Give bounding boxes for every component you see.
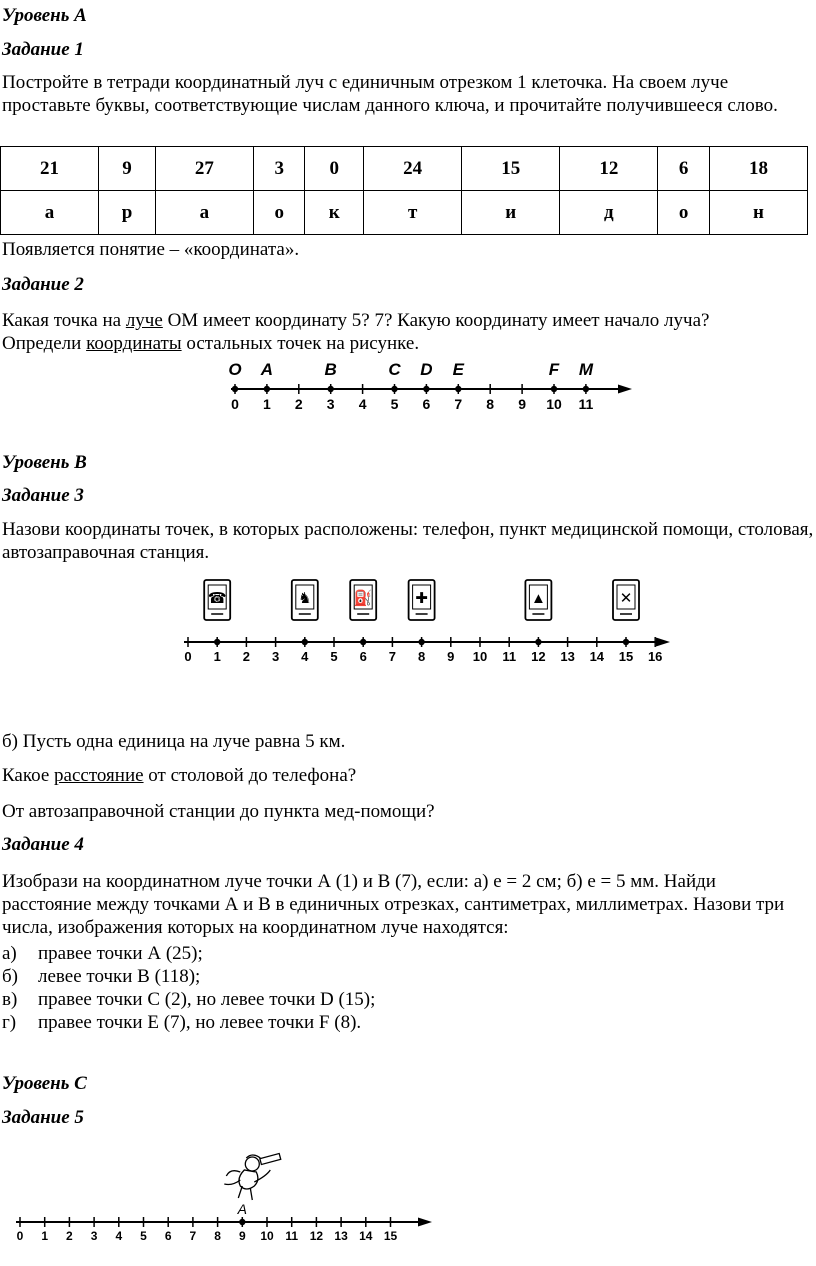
tick-label: 7 bbox=[189, 1229, 197, 1243]
point-label: F bbox=[548, 360, 560, 379]
key-cell: к bbox=[305, 191, 364, 235]
key-cell: а bbox=[1, 191, 99, 235]
key-cell: 6 bbox=[658, 147, 710, 191]
task3-question-2: От автозаправочной станции до пункта мед-помощи? bbox=[2, 801, 435, 822]
camp-tent-icon: ▲ bbox=[530, 590, 546, 607]
key-cell: а bbox=[155, 191, 253, 235]
key-numbers-row bbox=[1, 147, 808, 191]
key-cell: о bbox=[253, 191, 305, 235]
ray-point bbox=[328, 386, 334, 392]
key-cell: 18 bbox=[709, 147, 807, 191]
key-cell: 9 bbox=[99, 147, 156, 191]
tick-label: 8 bbox=[214, 1229, 221, 1243]
ray-point bbox=[623, 639, 629, 645]
task4-title: Задание 4 bbox=[2, 834, 84, 855]
tick-label: 3 bbox=[271, 649, 280, 664]
tick-label: 8 bbox=[486, 396, 495, 412]
ray-arrow-icon bbox=[618, 385, 632, 394]
tick-label: 2 bbox=[66, 1229, 73, 1243]
tick-label: 11 bbox=[285, 1229, 299, 1243]
ray-point bbox=[455, 386, 461, 392]
tick-label: 2 bbox=[242, 649, 251, 664]
task1-title: Задание 1 bbox=[2, 39, 84, 60]
tick-label: 10 bbox=[546, 396, 562, 412]
tick-label: 7 bbox=[454, 396, 463, 412]
key-cell: 12 bbox=[560, 147, 658, 191]
tick-label: 12 bbox=[531, 649, 546, 664]
task3-title: Задание 3 bbox=[2, 485, 84, 506]
tick-label: 13 bbox=[334, 1229, 348, 1243]
level-c-heading: Уровень С bbox=[2, 1073, 87, 1094]
tick-label: 6 bbox=[359, 649, 367, 664]
task3-text: Назови координаты точек, в которых расположены: телефон, пункт медицинской помощи, столовая, автозаправочная станция. bbox=[2, 519, 814, 563]
tick-label: 7 bbox=[388, 649, 397, 664]
key-cell: 3 bbox=[253, 147, 305, 191]
key-cell: н bbox=[709, 191, 807, 235]
key-cell: д bbox=[560, 191, 658, 235]
ray-point bbox=[551, 386, 557, 392]
task3-coordinate-ray bbox=[0, 568, 816, 668]
task4-text: Изобрази на координатном луче точки А (1) и В (7), если: а) е = 2 см; б) е = 5 мм. Найди расстояние между точками А и В в единичных отрезках, сантиметрах, миллиметрах. Назови три числа, изображения которых на координатном луче находятся: bbox=[2, 871, 785, 938]
key-cell: 21 bbox=[1, 147, 99, 191]
tick-label: 11 bbox=[502, 649, 517, 664]
point-label: O bbox=[228, 360, 242, 379]
ray-point bbox=[302, 639, 308, 645]
point-label: E bbox=[452, 360, 464, 379]
tick-label: 8 bbox=[417, 649, 426, 664]
point-label: C bbox=[388, 360, 401, 379]
tick-label: 12 bbox=[309, 1229, 324, 1243]
fuel-pump-icon: ⛽ bbox=[353, 590, 373, 607]
tick-label: 10 bbox=[472, 649, 488, 664]
task2-title: Задание 2 bbox=[2, 274, 84, 295]
key-cell: 24 bbox=[364, 147, 462, 191]
explorer-with-telescope-icon bbox=[224, 1154, 280, 1200]
tick-label: 4 bbox=[301, 649, 309, 664]
key-letters-row bbox=[1, 191, 808, 235]
tick-label: 1 bbox=[213, 649, 221, 664]
task1-text: Постройте в тетради координатный луч с единичным отрезком 1 клеточка. На своем луче проставьте буквы, соответствующие числам данного ключа, и прочитайте получившееся слово. bbox=[2, 72, 778, 116]
tick-label: 15 bbox=[383, 1229, 398, 1243]
telephone-icon: ☎ bbox=[207, 590, 227, 607]
task1-note: Появляется понятие – «координата». bbox=[2, 239, 300, 260]
level-b-heading: Уровень В bbox=[2, 452, 87, 473]
tick-label: 1 bbox=[41, 1229, 49, 1243]
tick-label: 15 bbox=[618, 649, 634, 664]
key-table bbox=[0, 146, 808, 235]
key-cell: р bbox=[99, 191, 156, 235]
point-label: B bbox=[324, 360, 337, 379]
point-label: A bbox=[260, 360, 274, 379]
ray-point bbox=[360, 639, 366, 645]
fork-knife-icon: ✕ bbox=[619, 590, 633, 607]
tick-label: 9 bbox=[447, 649, 455, 664]
task3-part-b: б) Пусть одна единица на луче равна 5 км. bbox=[2, 731, 346, 752]
ray-point bbox=[264, 386, 270, 392]
tick-label: 11 bbox=[578, 396, 594, 412]
key-cell: 27 bbox=[155, 147, 253, 191]
tick-label: 14 bbox=[359, 1229, 373, 1243]
tick-label: 0 bbox=[16, 1229, 24, 1243]
medical-cross-icon: ✚ bbox=[415, 590, 428, 607]
list-item: в) правее точки С (2), но левее точки D (15); bbox=[2, 989, 376, 1010]
tick-label: 2 bbox=[294, 396, 303, 412]
ray-point bbox=[214, 639, 220, 645]
key-cell: т bbox=[364, 191, 462, 235]
tick-label: 13 bbox=[560, 649, 575, 664]
tick-label: 3 bbox=[326, 396, 335, 412]
ray-arrow-icon bbox=[418, 1218, 432, 1227]
key-cell: 0 bbox=[305, 147, 364, 191]
ray-point bbox=[239, 1219, 245, 1225]
task3-question-1: Какое расстояние от столовой до телефона? bbox=[2, 765, 357, 786]
list-item: б) левее точки В (118); bbox=[2, 966, 201, 987]
key-cell: о bbox=[658, 191, 710, 235]
chess-knight-icon: ♞ bbox=[298, 590, 312, 607]
tick-label: 4 bbox=[115, 1229, 123, 1243]
key-cell: 15 bbox=[462, 147, 560, 191]
ray-point bbox=[418, 639, 424, 645]
tick-label: 9 bbox=[238, 1229, 246, 1243]
tick-label: 0 bbox=[231, 396, 239, 412]
ray-arrow-icon bbox=[656, 638, 670, 647]
task5-coordinate-ray bbox=[0, 1140, 816, 1245]
task5-title: Задание 5 bbox=[2, 1107, 84, 1128]
key-cell: и bbox=[462, 191, 560, 235]
tick-label: 9 bbox=[518, 396, 526, 412]
ray-point bbox=[391, 386, 397, 392]
tick-label: 5 bbox=[390, 396, 399, 412]
tick-label: 14 bbox=[589, 649, 605, 664]
tick-label: 5 bbox=[140, 1229, 147, 1243]
tick-label: 3 bbox=[90, 1229, 98, 1243]
ray-point bbox=[232, 386, 238, 392]
point-label: A bbox=[237, 1201, 247, 1217]
tick-label: 5 bbox=[330, 649, 338, 664]
task2-text: Какая точка на луче ОМ имеет координату 5? 7? Какую координату имеет начало луча? Определи координаты остальных точек на рисунке. bbox=[2, 310, 710, 354]
tick-label: 6 bbox=[164, 1229, 172, 1243]
task2-coordinate-ray bbox=[0, 355, 816, 420]
ray-point bbox=[583, 386, 589, 392]
tick-label: 6 bbox=[422, 396, 431, 412]
tick-label: 4 bbox=[358, 396, 367, 412]
list-item: г) правее точки Е (7), но левее точки F (8). bbox=[2, 1012, 362, 1033]
task4-list bbox=[2, 942, 816, 1034]
level-a-heading: Уровень А bbox=[2, 5, 87, 26]
point-label: D bbox=[420, 360, 433, 379]
list-item: а) правее точки А (25); bbox=[2, 943, 203, 964]
ray-point bbox=[535, 639, 541, 645]
tick-label: 1 bbox=[263, 396, 271, 412]
tick-label: 10 bbox=[260, 1229, 274, 1243]
tick-label: 16 bbox=[647, 649, 663, 664]
point-label: M bbox=[578, 360, 593, 379]
ray-point bbox=[423, 386, 429, 392]
tick-label: 0 bbox=[184, 649, 192, 664]
